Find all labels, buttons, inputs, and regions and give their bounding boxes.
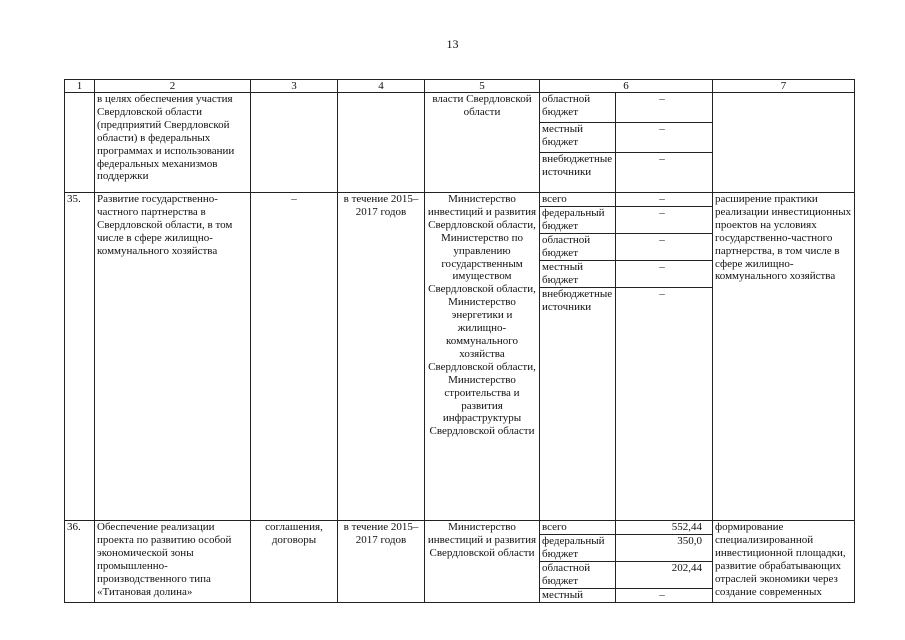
funding-amount: – [616, 193, 713, 207]
funding-amount: – [616, 153, 713, 193]
table-row [65, 93, 855, 123]
funding-source: местный бюджет [540, 261, 616, 288]
header-col-4: 4 [338, 80, 425, 93]
header-col-7: 7 [713, 80, 855, 93]
term-cell: в течение 2015–2017 годов [338, 193, 425, 521]
header-row [65, 80, 855, 93]
funding-source: федеральный бюджет [540, 207, 616, 234]
funding-source: всего [540, 521, 616, 535]
funding-source: федеральный бюджет [540, 535, 616, 562]
funding-source: внебюджетные источники [540, 153, 616, 193]
funding-amount: 202,44 [616, 562, 713, 589]
description-cell: Обеспечение реализации проекта по развитию особой экономической зоны промышленно-производственного типа «Титановая долина» [95, 521, 251, 603]
basis-cell [251, 93, 338, 193]
row-number-cell: 35. [65, 193, 95, 521]
row-number-cell: 36. [65, 521, 95, 603]
header-col-3: 3 [251, 80, 338, 93]
funding-source: внебюджетные источники [540, 288, 616, 521]
header-col-6: 6 [540, 80, 713, 93]
funding-amount: – [616, 93, 713, 123]
funding-source: местный [540, 589, 616, 603]
funding-amount: – [616, 123, 713, 153]
description-cell: Развитие государственно-частного партнерства в Свердловской области, в том числе в сфере жилищно-коммунального хозяйства [95, 193, 251, 521]
header-col-1: 1 [65, 80, 95, 93]
row-number-cell [65, 93, 95, 193]
funding-amount: – [616, 207, 713, 234]
table-row [65, 521, 855, 535]
basis-cell: – [251, 193, 338, 521]
funding-amount: – [616, 589, 713, 603]
executor-cell: Министерство инвестиций и развития Свердловской области [425, 521, 540, 603]
table-row [65, 193, 855, 207]
measures-table [64, 79, 855, 603]
funding-source: областной бюджет [540, 234, 616, 261]
header-col-2: 2 [95, 80, 251, 93]
funding-source: областной бюджет [540, 93, 616, 123]
funding-amount: 552,44 [616, 521, 713, 535]
funding-source: всего [540, 193, 616, 207]
executor-cell: Министерство инвестиций и развития Свердловской области, Министерство по управлению государственным имуществом Свердловской области, Министерство энергетики и жилищно-коммунального хозяйства Свердловской области, Министерство строительства и развития инфраструктуры Свердловской области [425, 193, 540, 521]
result-cell: формирование специализированной инвестиционной площадки, развитие обрабатывающих отраслей экономики через создание современных [713, 521, 855, 603]
funding-source: областной бюджет [540, 562, 616, 589]
term-cell: в течение 2015–2017 годов [338, 521, 425, 603]
term-cell [338, 93, 425, 193]
funding-source: местный бюджет [540, 123, 616, 153]
executor-cell: власти Свердловской области [425, 93, 540, 193]
funding-amount: 350,0 [616, 535, 713, 562]
result-cell [713, 93, 855, 193]
funding-amount: – [616, 288, 713, 521]
funding-amount: – [616, 261, 713, 288]
result-cell: расширение практики реализации инвестиционных проектов на условиях государственно-частного партнерства, в том числе в сфере жилищно-коммунального хозяйства [713, 193, 855, 521]
funding-amount: – [616, 234, 713, 261]
description-cell: в целях обеспечения участия Свердловской области (предприятий Свердловской области) в федеральных программах и использовании федеральных механизмов поддержки [95, 93, 251, 193]
basis-cell: соглашения, договоры [251, 521, 338, 603]
page-number: 13 [446, 37, 459, 51]
header-col-5: 5 [425, 80, 540, 93]
